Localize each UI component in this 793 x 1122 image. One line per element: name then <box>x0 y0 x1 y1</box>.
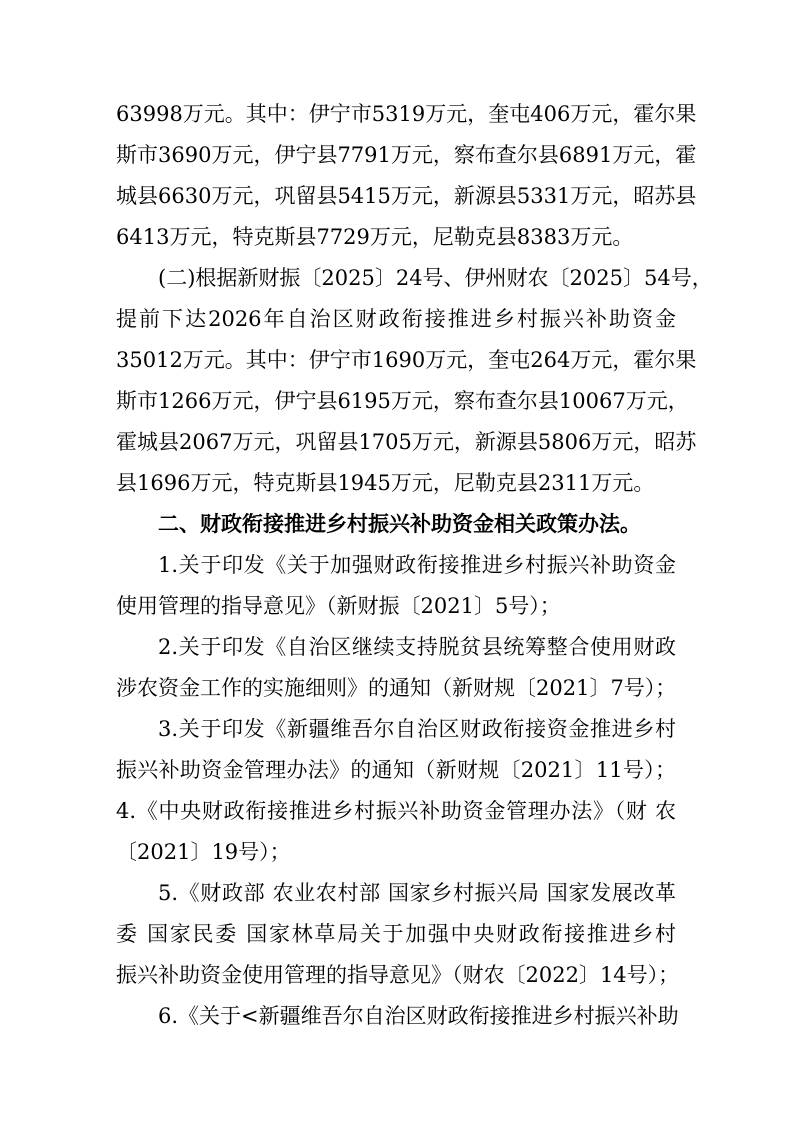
text-line: 6413万元，特克斯县7729万元，尼勒克县8383万元。 <box>116 225 634 249</box>
text-line: 振兴补助资金使用管理的指导意见》（财农〔2022〕14号）； <box>116 963 680 987</box>
text-line: 2.关于印发《自治区继续支持脱贫县统筹整合使用财政 <box>158 635 676 659</box>
text-line: 县1696万元，特克斯县1945万元，尼勒克县2311万元。 <box>116 471 655 495</box>
text-line: 5.《财政部 农业农村部 国家乡村振兴局 国家发展改革 <box>158 881 676 905</box>
text-line: 6.《关于<新疆维吾尔自治区财政衔接推进乡村振兴补助 <box>158 1004 679 1028</box>
text-line: 使用管理的指导意见》（新财振〔2021〕5号）； <box>116 594 561 618</box>
text-line: 35012万元。其中：伊宁市1690万元，奎屯264万元，霍尔果 <box>116 348 697 372</box>
section-heading: 二、财政衔接推进乡村振兴补助资金相关政策办法。 <box>158 512 641 536</box>
text-line: 霍城县2067万元，巩留县1705万元，新源县5806万元，昭苏 <box>116 430 697 454</box>
text-line: 提前下达2026年自治区财政衔接推进乡村振兴补助资金 <box>116 307 676 331</box>
text-line: (二)根据新财振〔2025〕24号、伊州财农〔2025〕54号， <box>158 266 713 290</box>
text-line: 63998万元。其中：伊宁市5319万元，奎屯406万元，霍尔果 <box>116 102 697 126</box>
text-line: 斯市1266万元，伊宁县6195万元，察布查尔县10067万元， <box>116 389 689 413</box>
text-line: 〔2021〕19号）； <box>116 840 291 864</box>
text-line: 3.关于印发《新疆维吾尔自治区财政衔接资金推进乡村 <box>158 717 676 741</box>
text-line: 城县6630万元，巩留县5415万元，新源县5331万元，昭苏县 <box>116 184 697 208</box>
text-line: 委 国家民委 国家林草局关于加强中央财政衔接推进乡村 <box>116 922 676 946</box>
text-line: 斯市3690万元，伊宁县7791万元，察布查尔县6891万元，霍 <box>116 143 697 167</box>
text-line: 1.关于印发《关于加强财政衔接推进乡村振兴补助资金 <box>158 553 676 577</box>
text-line: 振兴补助资金管理办法》的通知（新财规〔2021〕11号）； <box>116 758 676 782</box>
text-line: 4.《中央财政衔接推进乡村振兴补助资金管理办法》（财 农 <box>116 799 676 823</box>
text-line: 涉农资金工作的实施细则》的通知（新财规〔2021〕7号）； <box>116 676 677 700</box>
